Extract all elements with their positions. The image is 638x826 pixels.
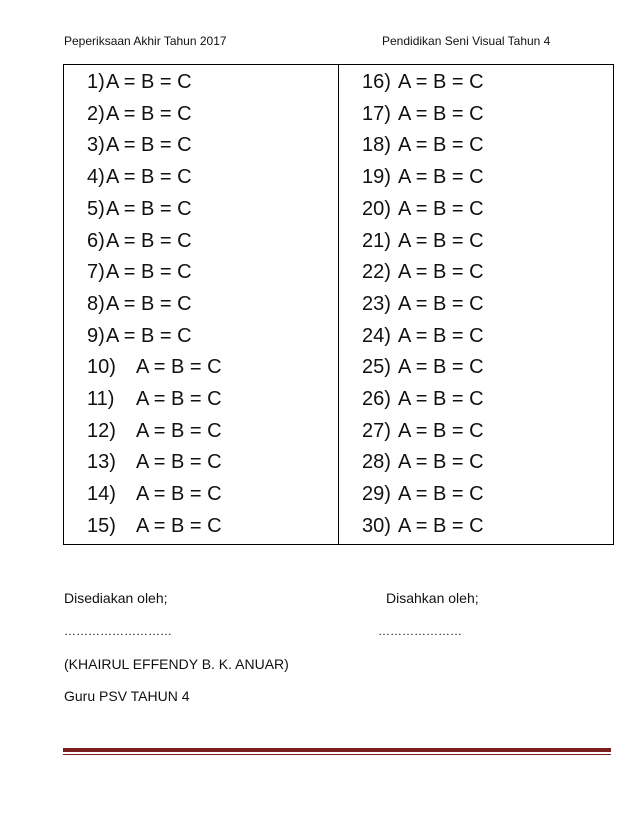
question-number: 22) <box>362 261 391 284</box>
answer-options: A = B = C <box>106 166 192 189</box>
question-number: 9) <box>87 324 105 347</box>
question-number: 11) <box>87 388 115 410</box>
question-number: 24) <box>362 324 391 347</box>
question-number: 12) <box>87 419 116 442</box>
answer-options: A = B = C <box>398 356 484 379</box>
answer-options: A = B = C <box>136 419 222 442</box>
question-number: 29) <box>362 483 391 506</box>
approved-signature-line: ………………… <box>378 624 462 638</box>
answer-options: A = B = C <box>398 324 484 347</box>
answer-options: A = B = C <box>398 483 484 506</box>
answer-options: A = B = C <box>398 102 484 125</box>
answer-options: A = B = C <box>398 134 484 157</box>
answer-options: A = B = C <box>398 419 484 442</box>
question-number: 3) <box>87 134 105 157</box>
answer-options: A = B = C <box>106 197 192 220</box>
question-number: 17) <box>362 102 391 125</box>
question-number: 20) <box>362 197 391 220</box>
answer-options: A = B = C <box>398 166 484 189</box>
answer-options: A = B = C <box>398 514 484 537</box>
question-number: 27) <box>362 419 391 442</box>
answer-options: A = B = C <box>136 356 222 379</box>
question-number: 25) <box>362 356 391 379</box>
question-number: 28) <box>362 451 391 474</box>
answer-table <box>63 64 614 545</box>
footer-rule-thin <box>63 754 611 755</box>
question-number: 13) <box>87 451 116 474</box>
question-number: 23) <box>362 292 391 315</box>
answer-options: A = B = C <box>398 71 484 93</box>
question-number: 26) <box>362 388 391 410</box>
answer-options: A = B = C <box>106 71 192 93</box>
prepared-signature-line: ……………………… <box>64 624 172 638</box>
question-number: 5) <box>87 197 105 220</box>
answer-options: A = B = C <box>106 292 192 315</box>
answer-options: A = B = C <box>398 229 484 252</box>
question-number: 8) <box>87 292 105 315</box>
answer-options: A = B = C <box>398 388 484 410</box>
answer-options: A = B = C <box>106 134 192 157</box>
answer-options: A = B = C <box>136 483 222 506</box>
question-number: 30) <box>362 514 391 537</box>
question-number: 14) <box>87 483 116 506</box>
question-number: 19) <box>362 166 391 189</box>
header-subject-title: Pendidikan Seni Visual Tahun 4 <box>382 34 551 48</box>
answer-options: A = B = C <box>136 451 222 474</box>
question-number: 15) <box>87 514 116 537</box>
question-number: 16) <box>362 71 391 93</box>
answer-options: A = B = C <box>398 292 484 315</box>
answer-options: A = B = C <box>106 102 192 125</box>
question-number: 2) <box>87 102 105 125</box>
answer-options: A = B = C <box>136 388 222 410</box>
column-divider <box>338 65 339 544</box>
header-exam-title: Peperiksaan Akhir Tahun 2017 <box>64 34 227 48</box>
teacher-role: Guru PSV TAHUN 4 <box>64 688 190 704</box>
answer-options: A = B = C <box>398 197 484 220</box>
question-number: 7) <box>87 261 105 284</box>
question-number: 1) <box>87 71 105 93</box>
footer-rule <box>63 748 611 752</box>
teacher-name: (KHAIRUL EFFENDY B. K. ANUAR) <box>64 656 289 672</box>
approved-by-label: Disahkan oleh; <box>386 590 479 606</box>
answer-options: A = B = C <box>106 229 192 252</box>
answer-options: A = B = C <box>106 261 192 284</box>
question-number: 6) <box>87 229 105 252</box>
answer-options: A = B = C <box>398 451 484 474</box>
prepared-by-label: Disediakan oleh; <box>64 590 168 606</box>
question-number: 21) <box>362 229 391 252</box>
answer-options: A = B = C <box>398 261 484 284</box>
question-number: 18) <box>362 134 391 157</box>
answer-options: A = B = C <box>136 514 222 537</box>
question-number: 4) <box>87 166 105 189</box>
question-number: 10) <box>87 356 116 379</box>
answer-options: A = B = C <box>106 324 192 347</box>
